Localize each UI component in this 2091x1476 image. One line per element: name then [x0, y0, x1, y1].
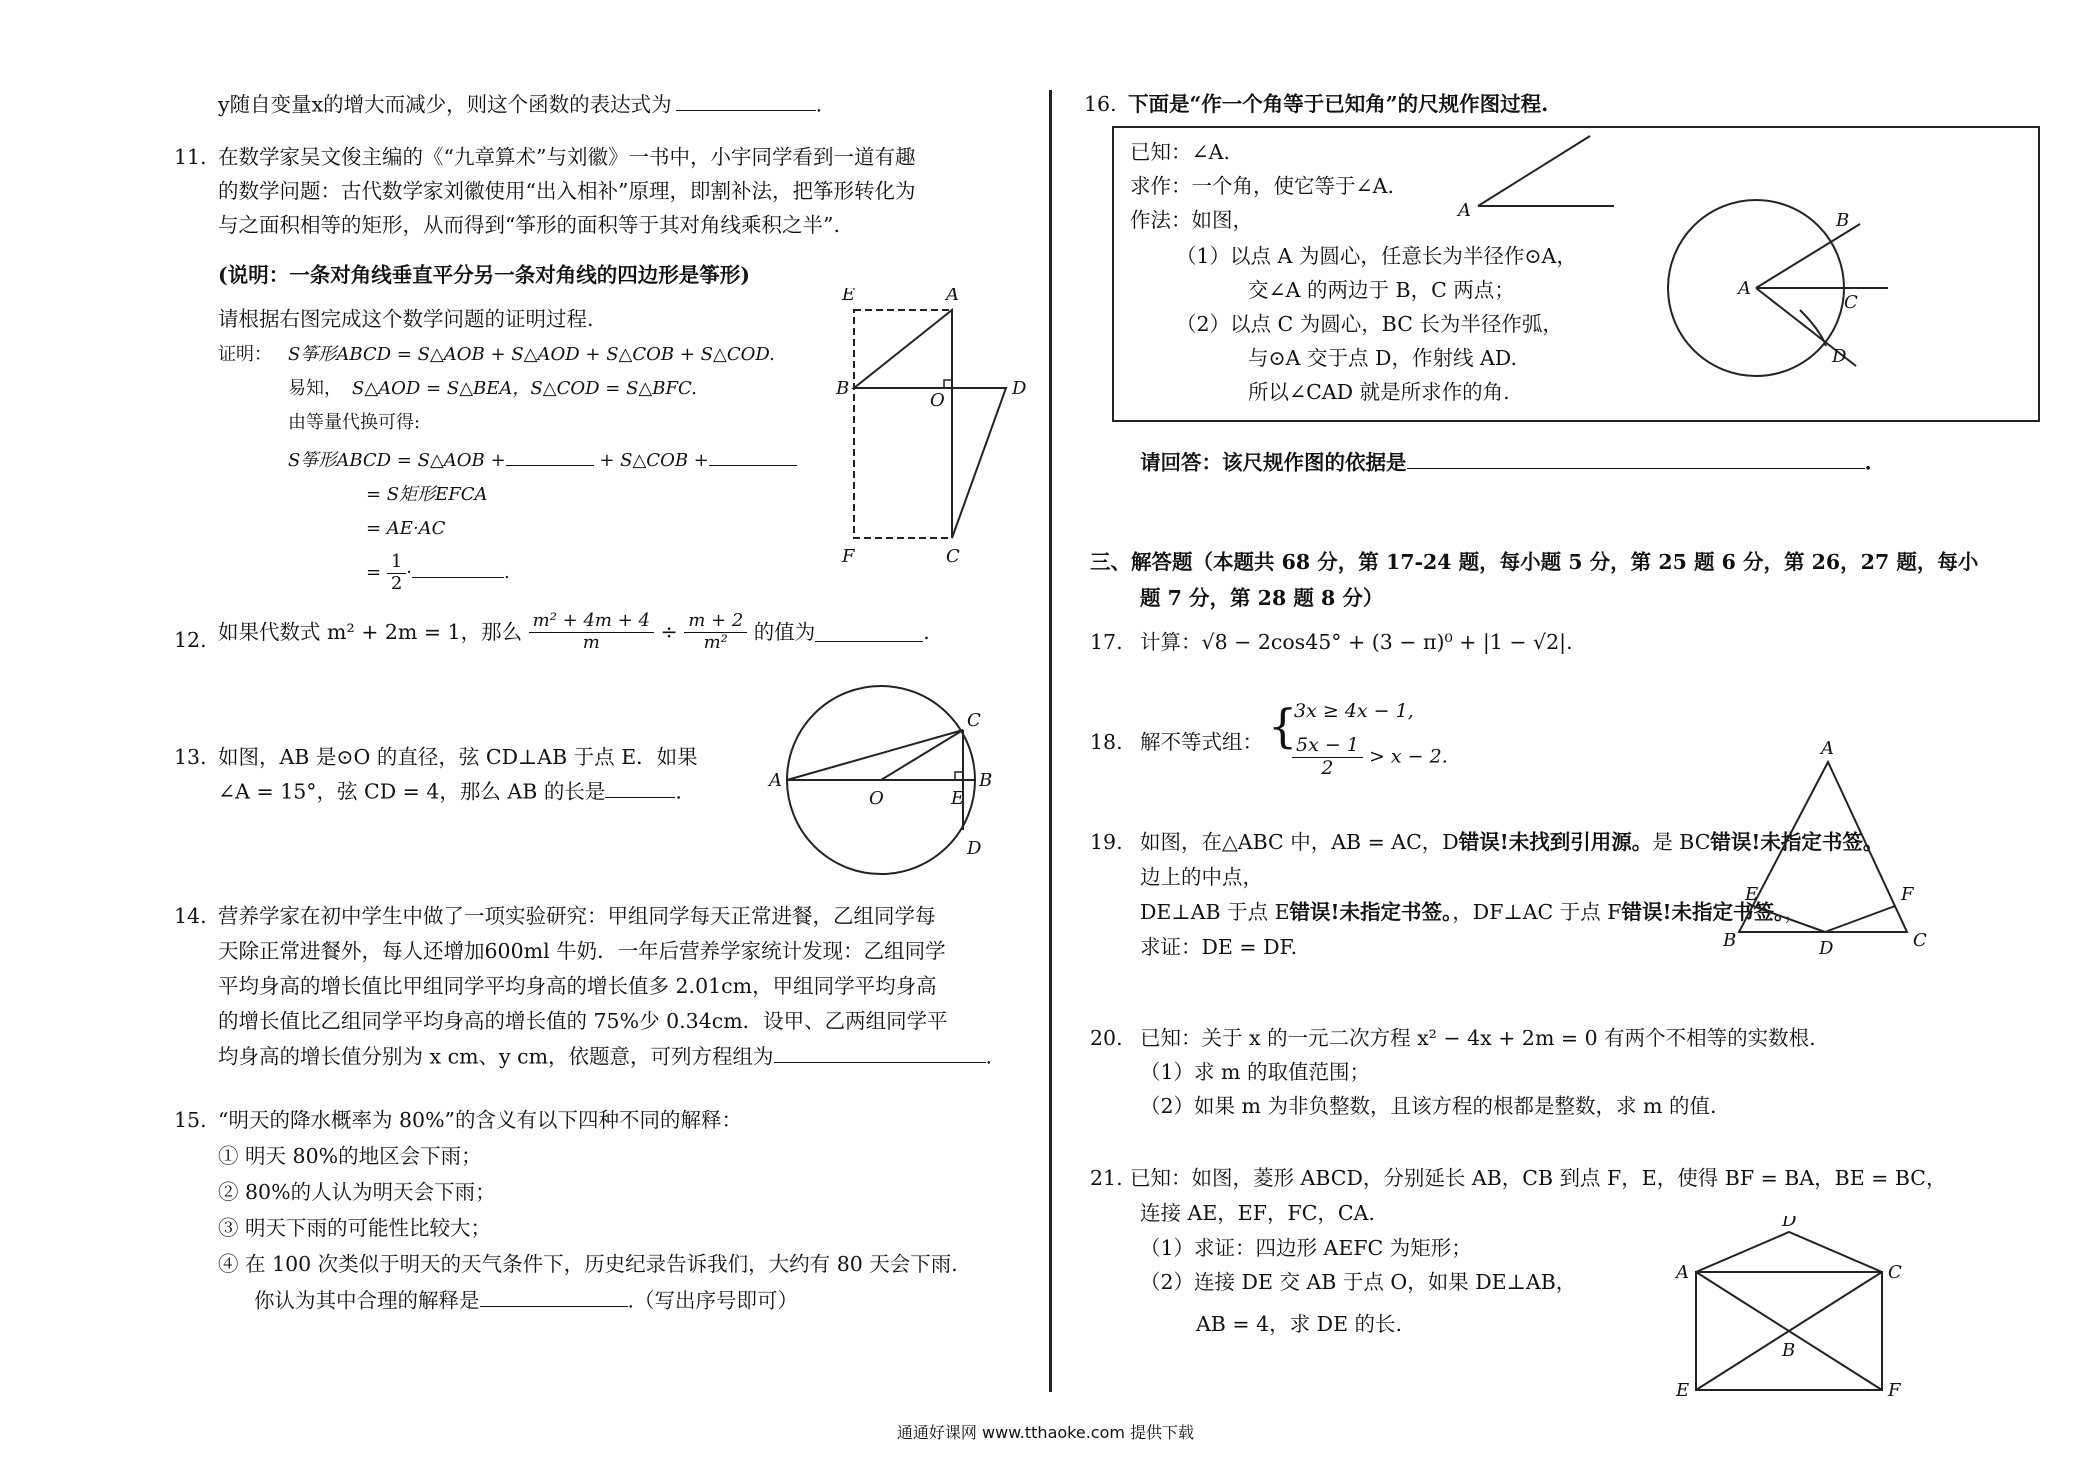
construct-label-c: C: [1844, 292, 1858, 313]
kite-label-f: F: [842, 546, 855, 567]
q15-stem: “明天的降水概率为 80%”的含义有以下四种不同的解释：: [218, 1108, 743, 1132]
kite-label-b: B: [836, 378, 850, 399]
q13-label-e: E: [951, 788, 965, 809]
q11-proof-line: S筝形ABCD = S△AOB + S△AOD + S△COB + S△COD.: [288, 344, 775, 365]
q20-number: 20.: [1090, 1026, 1123, 1050]
rect-label-b: B: [1782, 1340, 1796, 1361]
q11-substitution: 由等量代换可得:: [288, 412, 421, 433]
q19-number: 19.: [1090, 830, 1123, 854]
section-three-header: 三、解答题（本题共 68 分，第 17-24 题，每小题 5 分，第 25 题 6 分，第 26，27 题，每小: [1090, 550, 1979, 574]
q21-line: （1）求证：四边形 AEFC 为矩形；: [1140, 1236, 1472, 1260]
q20-line: （1）求 m 的取值范围；: [1140, 1060, 1371, 1084]
rhombus-rectangle-figure: [1672, 1216, 1912, 1401]
tri-label-a: A: [1821, 740, 1834, 759]
column-divider: [1049, 90, 1052, 1392]
q18-number: 18.: [1090, 730, 1123, 754]
q21-line: （2）连接 DE 交 AB 于点 O，如果 DE⊥AB，: [1140, 1270, 1577, 1294]
tri-label-b: B: [1723, 930, 1737, 951]
rect-label-c: C: [1888, 1262, 1902, 1283]
section-three-header-cont: 题 7 分，第 28 题 8 分）: [1140, 586, 1384, 610]
q16-step3: 所以∠CAD 就是所求作的角.: [1248, 380, 1510, 404]
q16-known: 已知：∠A.: [1130, 140, 1230, 164]
q14-line: 的增长值比乙组同学平均身高的增长值的 75%少 0.34cm．设甲、乙两组同学平: [218, 1009, 948, 1033]
q18-brace: {: [1268, 699, 1298, 753]
q20-line: 已知：关于 x 的一元二次方程 x² − 4x + 2m = 0 有两个不相等的实数根.: [1140, 1026, 1816, 1050]
q12-expression: 如果代数式 m² + 2m = 1，那么 $\frac{\text{m² + 4m + 4}}{m}$ ÷ $\frac{m + 2}{\text{m²}}$ 的值为 .: [218, 610, 930, 653]
rect-label-a: A: [1676, 1262, 1689, 1283]
tri-label-c: C: [1913, 930, 1927, 951]
q13-label-a: A: [769, 770, 782, 791]
kite-figure: [830, 288, 1030, 573]
construct-label-d: D: [1832, 346, 1847, 367]
tri-label-e: E: [1745, 884, 1759, 905]
q11-proof-label: 证明：: [218, 344, 272, 365]
q16-step1: （1）以点 A 为圆心，任意长为半径作⊙A，: [1176, 244, 1577, 268]
q13-label-c: C: [967, 710, 981, 731]
q11-prompt: 请根据右图完成这个数学问题的证明过程.: [218, 307, 594, 331]
q21-number: 21.: [1090, 1166, 1123, 1190]
rect-label-e: E: [1676, 1380, 1690, 1396]
kite-label-e: E: [842, 288, 856, 305]
angle-label-a: A: [1458, 200, 1471, 221]
q13-line: 如图，AB 是⊙O 的直径，弦 CD⊥AB 于点 E．如果: [218, 745, 698, 769]
tri-label-f: F: [1901, 884, 1914, 905]
q13-line: ∠A = 15°，弦 CD = 4，那么 AB 的长是 .: [218, 779, 682, 804]
q18-inequality-2: $\frac{5x - 1}{2}$ > x − 2.: [1292, 735, 1448, 780]
q14-line: 营养学家在初中学生中做了一项实验研究：甲组同学每天正常进餐，乙组同学每: [218, 904, 936, 928]
q11-eq3: = AE·AC: [366, 518, 446, 539]
q19-line3: DE⊥AB 于点 E错误!未指定书签。，DF⊥AC 于点 F错误!未指定书签。，: [1140, 900, 1805, 924]
q13-label-o: O: [869, 788, 884, 809]
q20-line: （2）如果 m 为非负整数，且该方程的根都是整数，求 m 的值.: [1140, 1094, 1717, 1118]
page-footer: 通通好课网 www.tthaoke.com 提供下载: [896, 1423, 1195, 1442]
q18-inequality-1: 3x ≥ 4x − 1,: [1294, 700, 1414, 722]
given-angle-figure: [1450, 128, 1630, 233]
q15-option: ③ 明天下雨的可能性比较大；: [218, 1216, 492, 1240]
q11-line: 的数学问题：古代数学家刘徽使用“出入相补”原理，即割补法，把筝形转化为: [218, 179, 916, 203]
q11-number: 11.: [174, 145, 207, 169]
q11-eq1: S筝形ABCD = S△AOB + + S△COB +: [288, 449, 797, 472]
rect-label-d: D: [1782, 1216, 1797, 1231]
q14-line: 天除正常进餐外，每人还增加600ml 牛奶．一年后营养学家统计发现：乙组同学: [218, 939, 946, 963]
q15-number: 15.: [174, 1108, 207, 1132]
q16-title: 下面是“作一个角等于已知角”的尺规作图过程.: [1128, 92, 1549, 116]
kite-label-c: C: [946, 546, 960, 567]
q10-continuation: y随自变量x的增大而减少，则这个函数的表达式为 .: [218, 92, 823, 117]
kite-label-a: A: [946, 288, 959, 305]
q17-text: 计算：√8 − 2cos45° + (3 − π)⁰ + |1 − √2|.: [1140, 630, 1573, 654]
q19-line1: 如图，在△ABC 中，AB = AC，D错误!未找到引用源。是 BC错误!未指定书签。: [1140, 830, 1884, 854]
q16-step1-cont: 交∠A 的两边于 B，C 两点；: [1248, 278, 1515, 302]
q13-number: 13.: [174, 745, 207, 769]
q15-option: ④ 在 100 次类似于明天的天气条件下，历史纪录告诉我们，大约有 80 天会下雨.: [218, 1252, 958, 1276]
q11-eq2: = S矩形EFCA: [366, 484, 488, 505]
rect-label-f: F: [1888, 1380, 1901, 1396]
construction-circle-figure: [1648, 190, 1908, 405]
q14-line: 均身高的增长值分别为 x cm、y cm，依题意，可列方程组为 .: [218, 1044, 993, 1069]
q13-label-b: B: [979, 770, 993, 791]
circle-figure-q13: [765, 678, 1015, 883]
construct-label-a: A: [1738, 278, 1751, 299]
kite-label-o: O: [930, 390, 945, 411]
q15-option: ① 明天 80%的地区会下雨；: [218, 1144, 482, 1168]
q14-number: 14.: [174, 904, 207, 928]
q11-line: 与之面积相等的矩形，从而得到“筝形的面积等于其对角线乘积之半”.: [218, 213, 840, 237]
q16-number: 16.: [1084, 92, 1117, 116]
kite-label-d: D: [1012, 378, 1027, 399]
q13-label-d: D: [967, 838, 982, 859]
q17-number: 17.: [1090, 630, 1123, 654]
q15-option: ② 80%的人认为明天会下雨；: [218, 1180, 496, 1204]
q14-line: 平均身高的增长值比甲组同学平均身高的增长值多 2.01cm，甲组同学平均身高: [218, 974, 937, 998]
q16-step2-cont: 与⊙A 交于点 D，作射线 AD.: [1248, 346, 1517, 370]
triangle-figure-q19: [1715, 740, 1935, 965]
q12-number: 12.: [174, 628, 207, 652]
q16-step2: （2）以点 C 为圆心，BC 长为半径作弧，: [1176, 312, 1563, 336]
q21-line: 连接 AE，EF，FC，CA.: [1140, 1201, 1375, 1225]
q18-lead: 解不等式组：: [1140, 730, 1263, 754]
construct-label-b: B: [1836, 210, 1850, 231]
q11-easy: S△AOD = S△BEA，S△COD = S△BFC.: [352, 378, 697, 399]
q16-method: 作法：如图，: [1130, 208, 1253, 232]
q15-ask: 你认为其中合理的解释是 .（写出序号即可）: [254, 1288, 799, 1313]
q21-line: 已知：如图，菱形 ABCD，分别延长 AB，CB 到点 F，E，使得 BF = BA，BE = BC，: [1130, 1166, 1947, 1190]
q21-line: AB = 4，求 DE 的长.: [1196, 1312, 1403, 1336]
q19-line2: 边上的中点，: [1140, 865, 1263, 889]
q19-line4: 求证：DE = DF.: [1140, 935, 1298, 959]
q16-answer: 请回答：该尺规作图的依据是 .: [1140, 450, 1872, 475]
q16-task: 求作：一个角，使它等于∠A.: [1130, 174, 1394, 198]
q11-eq4: = $\frac{1}{2}$ · .: [366, 551, 510, 594]
q11-easy-label: 易知，: [288, 378, 342, 399]
tri-label-d: D: [1819, 938, 1834, 959]
q11-line: 在数学家吴文俊主编的《“九章算术”与刘徽》一书中，小宇同学看到一道有趣: [218, 145, 916, 169]
q11-note: (说明：一条对角线垂直平分另一条对角线的四边形是筝形): [218, 263, 750, 287]
